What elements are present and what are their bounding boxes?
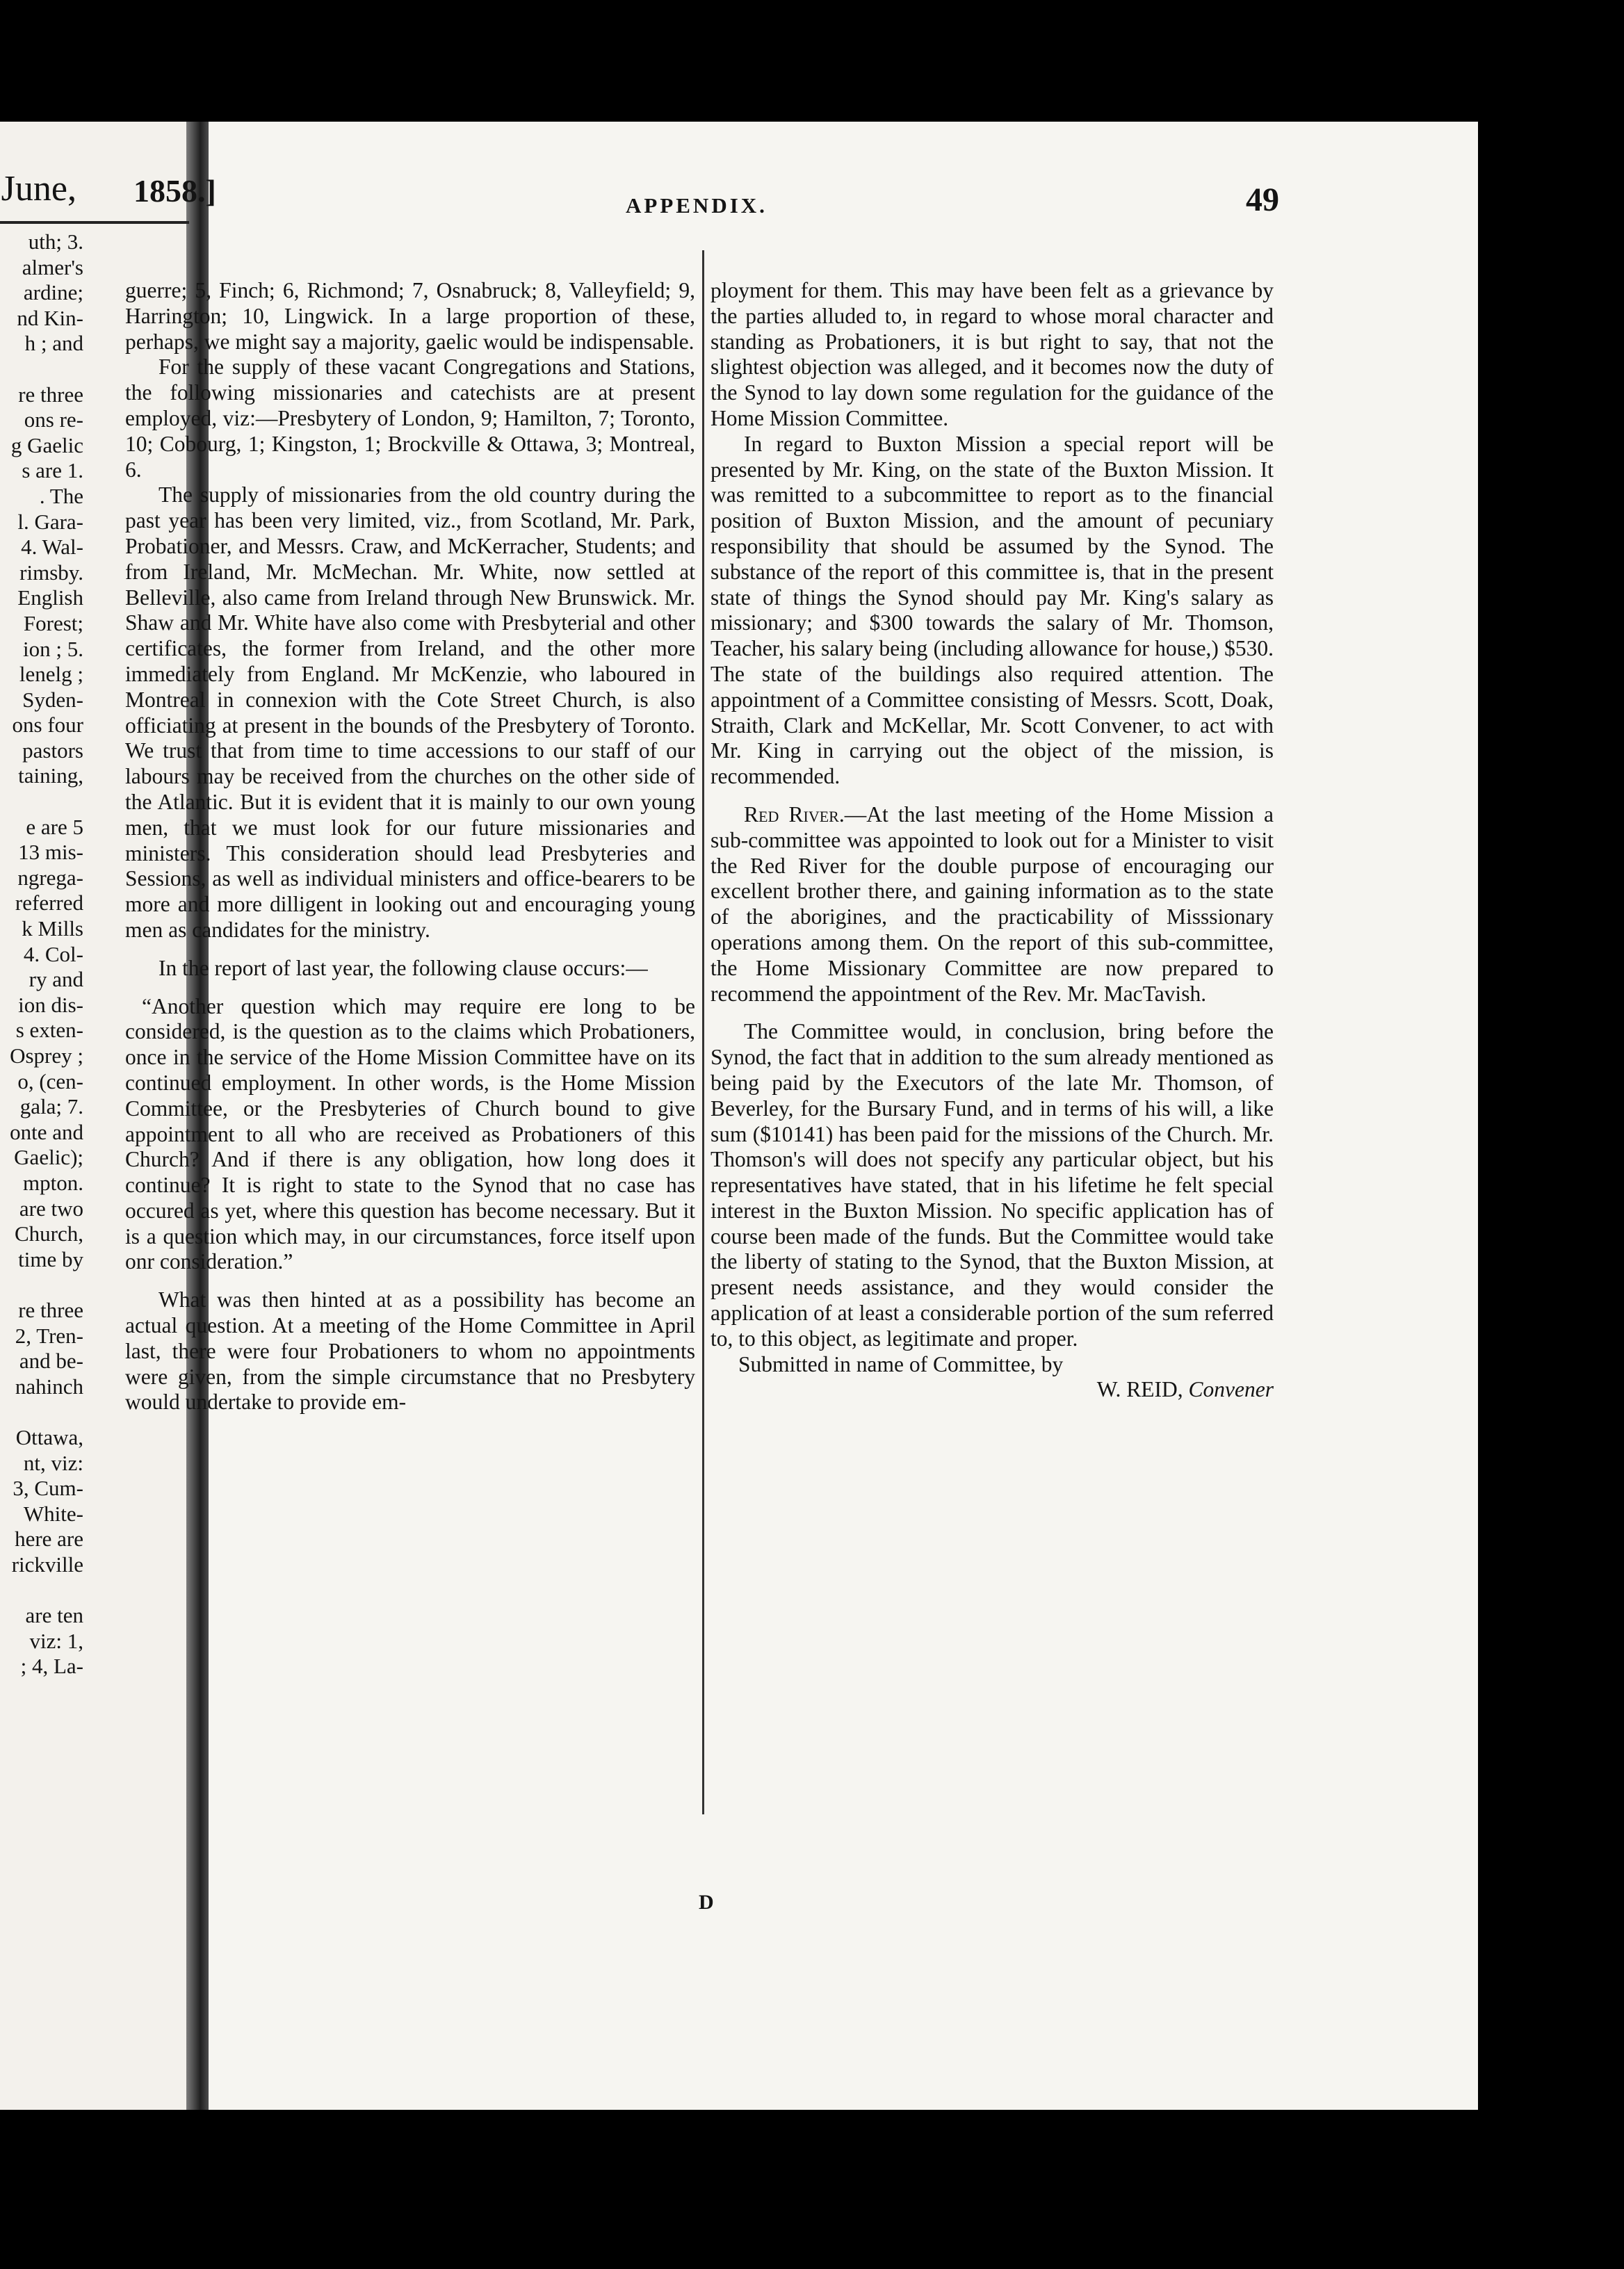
paragraph-text: In the report of last year, the following clause occurs:— [159,955,648,980]
left-page-line: Church, [14,1221,83,1246]
left-page-line: ion ; 5. [23,636,83,661]
left-page-line: pastors [22,738,83,763]
section-lead: Red River. [744,802,845,827]
left-page-line: s exten- [15,1018,83,1043]
running-head-title: APPENDIX. [626,193,768,218]
left-page-line: viz: 1, [29,1628,83,1653]
left-page-line: g Gaelic [10,432,83,457]
left-page-line [0,1399,83,1425]
paragraph [125,956,695,982]
left-page-line: taining, [18,763,83,788]
left-page-line: o, (cen- [17,1068,83,1093]
left-page-line: nahinch [15,1374,83,1399]
left-page-line: nt, viz: [23,1450,83,1475]
left-page-line: onte and [10,1119,83,1144]
left-page-line: mpton. [23,1170,83,1195]
paragraph [710,278,1274,432]
right-column-text [710,278,1274,1403]
left-page-line: 2, Tren- [15,1323,83,1348]
left-page-line [0,357,83,382]
left-page-line: are two [19,1196,83,1221]
left-page-running-head: June, [1,169,76,209]
left-page-header-rule [0,221,189,224]
left-page-line: Syden- [22,687,83,712]
left-page-line: . The [39,483,83,508]
paragraph [710,802,1274,1007]
left-page-line [0,1577,83,1603]
left-page-line: ngrega- [17,865,83,890]
left-page-line: Forest; [23,610,83,635]
page-number: 49 [1246,181,1279,218]
left-page-line: h ; and [24,331,83,356]
left-page-line [0,789,83,815]
submitted-line: Submitted in name of Committee, by [738,1351,1064,1376]
left-page-line: Ottawa, [15,1424,83,1449]
signer-name: W. REID, [1096,1377,1183,1402]
paragraph-text: For the supply of these vacant Congregations and Stations, the following missionaries and catechists are at present employed, viz:—Presbytery of London, 9; Hamilton, 7; Toronto, 10; Cobourg, 1; Kingston, 1; Brockville & Ottawa, 3; Montreal, 6. [125,355,695,482]
left-page-line: ; 4, La- [20,1654,83,1679]
left-page-line: s are 1. [22,458,83,483]
left-page-line: ardine; [23,280,83,305]
left-page-line: ons re- [24,407,83,432]
left-page-line: 3, Cum- [13,1476,83,1501]
left-page-line: 4. Col- [23,941,83,966]
paragraph [125,482,695,943]
paragraph-text: ployment for them. This may have been felt as a grievance by the parties alluded to, in regard to whose moral character and standing as Probationers, it is but right to say, that not the slightest objection was alleged, and it becomes now the duty of the Synod to lay down some regulation for the guidance of the Home Mission Committee. [710,278,1274,430]
running-head-year: 1858.] [133,173,216,209]
paragraph [125,278,695,355]
left-page-line: nd Kin- [17,305,83,330]
left-page-line: lenelg ; [19,662,83,687]
paragraph-text: “Another question which may require ere long to be considered, is the question as to the claims which Probationers, once in the service of the Home Mission Committee have on its continued employment. In other words, is the Home Mission Committee, or the Presbyteries of Church bound to give appointment to all who are received as Probationers of this Church? And if there is any obligation, how long does it continue? It is right to state to the Synod that no case has occured as yet, where this question has become necessary. But it is a question which may, in our circumstances, force itself upon onr consideration.” [125,993,695,1274]
left-page-line: uth; 3. [28,229,83,254]
left-page-line: rickville [11,1552,83,1577]
left-page-line: e are 5 [26,814,83,839]
left-page-line: 4. Wal- [21,535,83,560]
left-page-line: rimsby. [19,560,83,585]
left-page-line: l. Gara- [17,509,83,534]
left-page-line: English [17,585,83,610]
paragraph [125,355,695,482]
left-page-line: time by [18,1246,83,1271]
left-page-line: re three [18,1297,83,1322]
left-page-line: Gaelic); [14,1145,83,1170]
signature [710,1377,1274,1403]
left-page-line: here are [15,1527,83,1552]
paragraph-text: guerre; 5, Finch; 6, Richmond; 7, Osnabruck; 8, Valleyfield; 9, Harrington; 10, Lingwick. In a large proportion of these, perhaps, we might say a majority, gaelic would be indispensable. [125,278,695,354]
paragraph [125,994,695,1276]
left-page-line: k Mills [22,916,83,941]
paragraph-text: The supply of missionaries from the old country during the past year has been very limited, viz., from Scotland, Mr. Park, Probationer, and Messrs. Craw, and McKerracher, Students; and from Ireland, Mr. McMechan. Mr. White, now settled at Belleville, also came from Ireland through New Brunswick. Mr. Shaw and Mr. White have also come with Presbyterial and other certificates, the former from Ireland, and the other more immediately from England. Mr McKenzie, who laboured in Montreal in connexion with the Cote Street Church, is also officiating at present in the bounds of the Presbytery of Toronto. We trust that from time to time accessions to our staff of our labours may be received from the churches on the other side of the Atlantic. But it is evident that it is mainly to our own young men, that we must look for our future missionaries and ministers. This consideration should lead Presbyteries and Sessions, as well as individual ministers and office-bearers to be more and more dilligent in looking out and encouraging young men as candidates for the ministry. [125,482,695,942]
left-page-line [0,1272,83,1298]
left-page-line: almer's [22,254,83,279]
left-page-line: re three [18,382,83,407]
left-page-line: are ten [25,1603,83,1628]
column-divider [702,250,704,1814]
left-page-line: Osprey ; [10,1043,83,1068]
paragraph-text: In regard to Buxton Mission a special report will be presented by Mr. King, on the state of the Buxton Mission. It was remitted to a subcommittee to report as to the financial position of Buxton Mission, and the amount of pecuniary responsibility that should be assumed by the Synod. The substance of the report of this committee is, that in the present state of things the Synod should pay Mr. King's salary as missionary; and $300 towards the salary of Mr. Thomson, Teacher, his salary being (including allowance for house,) $530. The state of the buildings also required attention. The appointment of a Committee consisting of Messrs. Scott, Doak, Straith, Clark and McKellar, Mr. Scott Convener, to act with Mr. King in carrying out the object of the mission, is recommended. [710,431,1274,789]
signer-role: Convener [1188,1377,1274,1402]
paragraph-text: —At the last meeting of the Home Mission a sub-committee was appointed to look out for a Minister to visit the Red River for the double purpose of encouraging our excellent brother there, and gaining information as to the state of the aborigines, and the practicability of Misssionary operations among them. On the report of this sub-committee, the Home Missionary Committee are now prepared to recommend the appointment of the Rev. Mr. MacTavish. [710,802,1274,1006]
paragraph [125,1287,695,1415]
left-page-line: gala; 7. [19,1094,83,1119]
printer-signature-mark: D [699,1891,714,1914]
left-page-cut-text [0,229,83,1680]
left-page-line: 13 mis- [18,840,83,865]
left-page-line: ry and [29,967,83,992]
left-page-line: referred [15,890,83,916]
paragraph-text: The Committee would, in conclusion, bring before the Synod, the fact that in addition to the sum already mentioned as being paid by the Executors of the late Mr. Thomson, of Beverley, for the Bursary Fund, and in terms of his will, a like sum ($10141) has been paid for the missions of the Church. Mr. Thomson's will does not specify any particular object, but his representatives have stated, that in his lifetime he felt special interest in the Buxton Mission. No specific application has of course been made of the funds. But the Committee would take the liberty of stating to the Synod, that the Buxton Mission, at present needs assistance, and they would consider the application of at least a considerable portion of the sum referred to, to this object, as legitimate and proper. [710,1019,1274,1351]
paragraph-text: What was then hinted at as a possibility has become an actual question. At a meeting of the Home Committee in April last, there were four Probationers to whom no appointments were given, from the simple circumstance that no Presbytery would undertake to provide em- [125,1287,695,1415]
left-page-line: ion dis- [18,992,83,1017]
left-page-line: ons four [12,713,83,738]
paragraph [710,432,1274,790]
left-column-text [125,278,695,1415]
left-page-line: and be- [19,1349,83,1374]
paragraph [710,1019,1274,1351]
left-page-line: White- [23,1501,83,1526]
